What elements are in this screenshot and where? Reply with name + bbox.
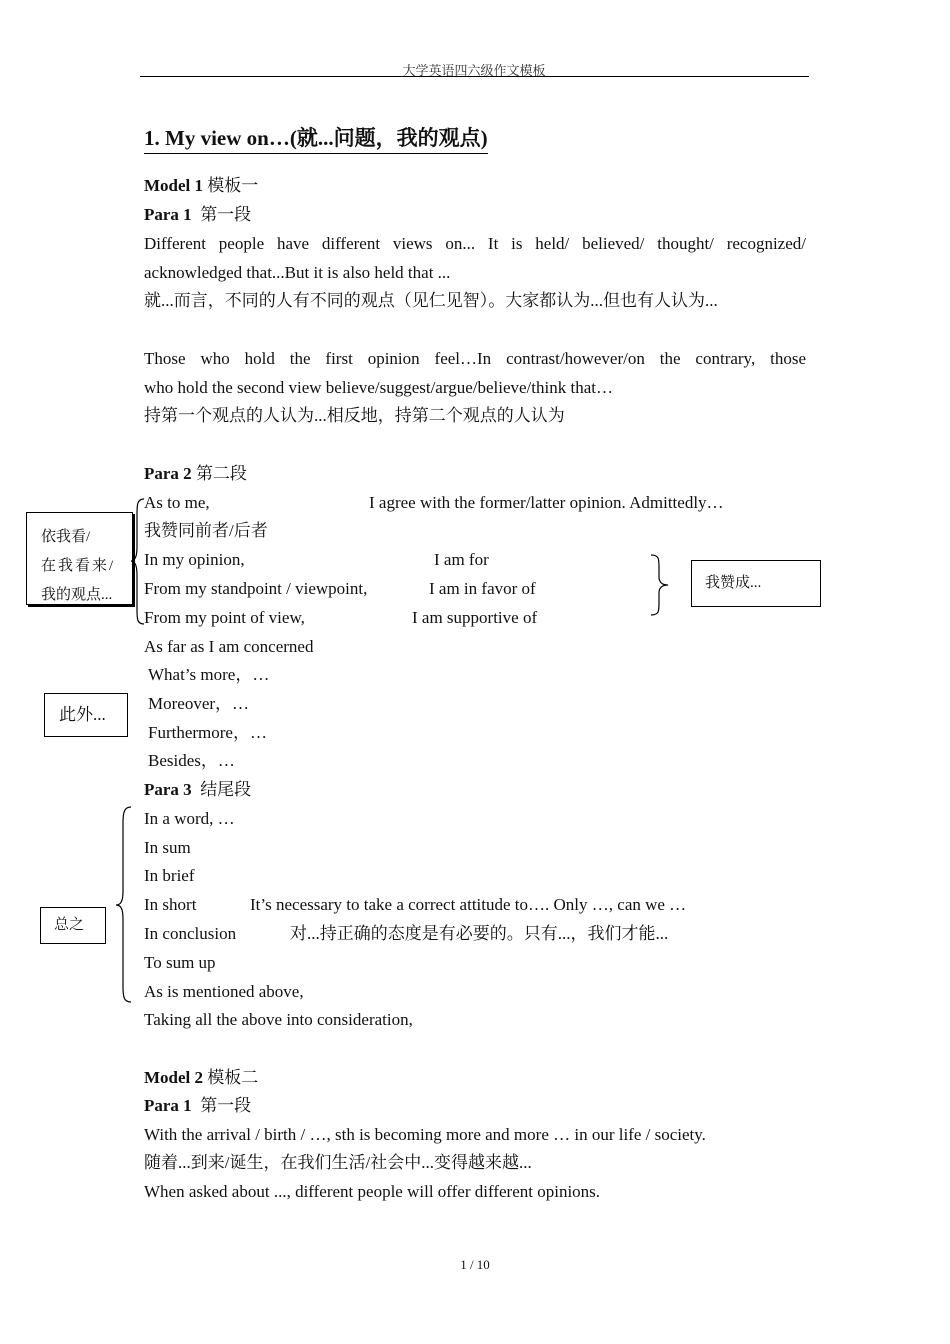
page-number: 1 / 10	[460, 1257, 490, 1272]
m1-p2-point-of-view: From my point of view,	[144, 608, 305, 627]
m1-p3-taking: Taking all the above into consideration,	[144, 1010, 413, 1029]
m1-p2-whats-more: What’s more，…	[148, 665, 270, 684]
m2-line2-cn: 随着...到来/诞生，在我们生活/社会中...变得越来越...	[144, 1153, 532, 1172]
m1-p1-line2: acknowledged that...But it is also held that ...	[144, 263, 451, 282]
m1-p1-line5: who hold the second view believe/suggest/argue/believe/think that…	[144, 378, 613, 397]
m1-p2-besides: Besides，…	[148, 751, 235, 770]
m1-p3-mentioned: As is mentioned above,	[144, 982, 304, 1001]
m1-p1-line3-cn: 就...而言，不同的人有不同的观点（见仁见智）。大家都认为...但也有人认为...	[144, 291, 718, 310]
header-rule	[140, 76, 809, 77]
m1-p2-opinion: In my opinion,	[144, 550, 245, 569]
m1-p3-sum-up: To sum up	[144, 953, 216, 972]
m1-para3-label-cn: 结尾段	[200, 780, 252, 799]
m1-p3-word: In a word, …	[144, 809, 235, 828]
note-besides	[44, 693, 128, 737]
m1-p2-concerned: As far as I am concerned	[144, 637, 314, 656]
m2-line3: When asked about ..., different people will offer different opinions.	[144, 1182, 601, 1201]
model1-heading	[144, 175, 258, 197]
note-agree-text: 我赞成...	[705, 575, 762, 591]
m1-p1-line6-cn: 持第一个观点的人认为...相反地，持第二个观点的人认为	[144, 406, 565, 425]
m1-p2-moreover: Moreover，…	[148, 694, 250, 713]
m1-para1-label-cn: 第一段	[200, 205, 252, 224]
note-summary-text: 总之	[54, 917, 85, 933]
right-brace-icon	[649, 553, 679, 617]
m1-p1-line1: Different people have different views on... It is held/ believed/ thought/ recognized/	[144, 234, 806, 253]
model2-heading	[144, 1067, 258, 1089]
note-summary	[40, 907, 106, 944]
m2-line1: With the arrival / birth / …, sth is becoming more and more … in our life / society.	[144, 1125, 706, 1144]
note-my-view-line1: 依我看/	[41, 529, 91, 545]
m1-para1-label: Para 1	[144, 205, 192, 224]
m1-p2-for: I am for	[434, 550, 489, 569]
m1-p2-agree: I agree with the former/latter opinion. Admittedly…	[369, 493, 724, 512]
m1-p2-standpoint: From my standpoint / viewpoint,	[144, 579, 368, 598]
m1-p3-sum: In sum	[144, 838, 191, 857]
note-my-view-line3: 我的观点...	[41, 587, 113, 603]
m1-p3-brief: In brief	[144, 866, 195, 885]
m1-para2-heading	[144, 463, 247, 485]
section-title: 1. My view on…(就...问题，我的观点)	[144, 124, 488, 154]
m2-para1-label-cn: 第一段	[200, 1096, 252, 1115]
note-my-view-line2: 在我看来/	[41, 558, 116, 574]
m1-p2-favor: I am in favor of	[429, 579, 536, 598]
model1-label-cn: 模板一	[207, 176, 259, 195]
m1-p3-necessary-cn: 对...持正确的态度是有必要的。只有...，我们才能...	[290, 924, 669, 943]
m1-p3-short: In short	[144, 895, 197, 914]
m1-para2-label-cn: 第二段	[195, 464, 247, 483]
left-brace-summary-icon	[113, 805, 135, 1005]
m1-para3-label: Para 3	[144, 780, 192, 799]
note-besides-text: 此外...	[59, 705, 106, 724]
m1-p3-necessary: It’s necessary to take a correct attitude to…. Only …, can we …	[250, 895, 687, 914]
page-header: 大学英语四六级作文模板	[402, 63, 546, 78]
m1-p3-conclusion: In conclusion	[144, 924, 237, 943]
m1-p2-supportive: I am supportive of	[412, 608, 538, 627]
note-my-view	[26, 512, 133, 605]
m1-p2-furthermore: Furthermore，…	[148, 723, 267, 742]
m1-p2-as-to-me: As to me,	[144, 493, 210, 512]
model2-label-cn: 模板二	[207, 1068, 259, 1087]
m1-para3-heading	[144, 779, 251, 801]
m2-para1-label: Para 1	[144, 1096, 192, 1115]
model2-label: Model 2	[144, 1068, 204, 1087]
model1-label: Model 1	[144, 176, 204, 195]
left-brace-icon	[128, 497, 148, 627]
m1-para1-heading	[144, 204, 251, 226]
m2-para1-heading	[144, 1095, 251, 1117]
note-agree	[691, 560, 821, 607]
m1-p1-line4: Those who hold the first opinion feel…In contrast/however/on the contrary, those	[144, 349, 806, 368]
m1-p2-agree-cn: 我赞同前者/后者	[144, 521, 268, 540]
m1-para2-label: Para 2	[144, 464, 192, 483]
